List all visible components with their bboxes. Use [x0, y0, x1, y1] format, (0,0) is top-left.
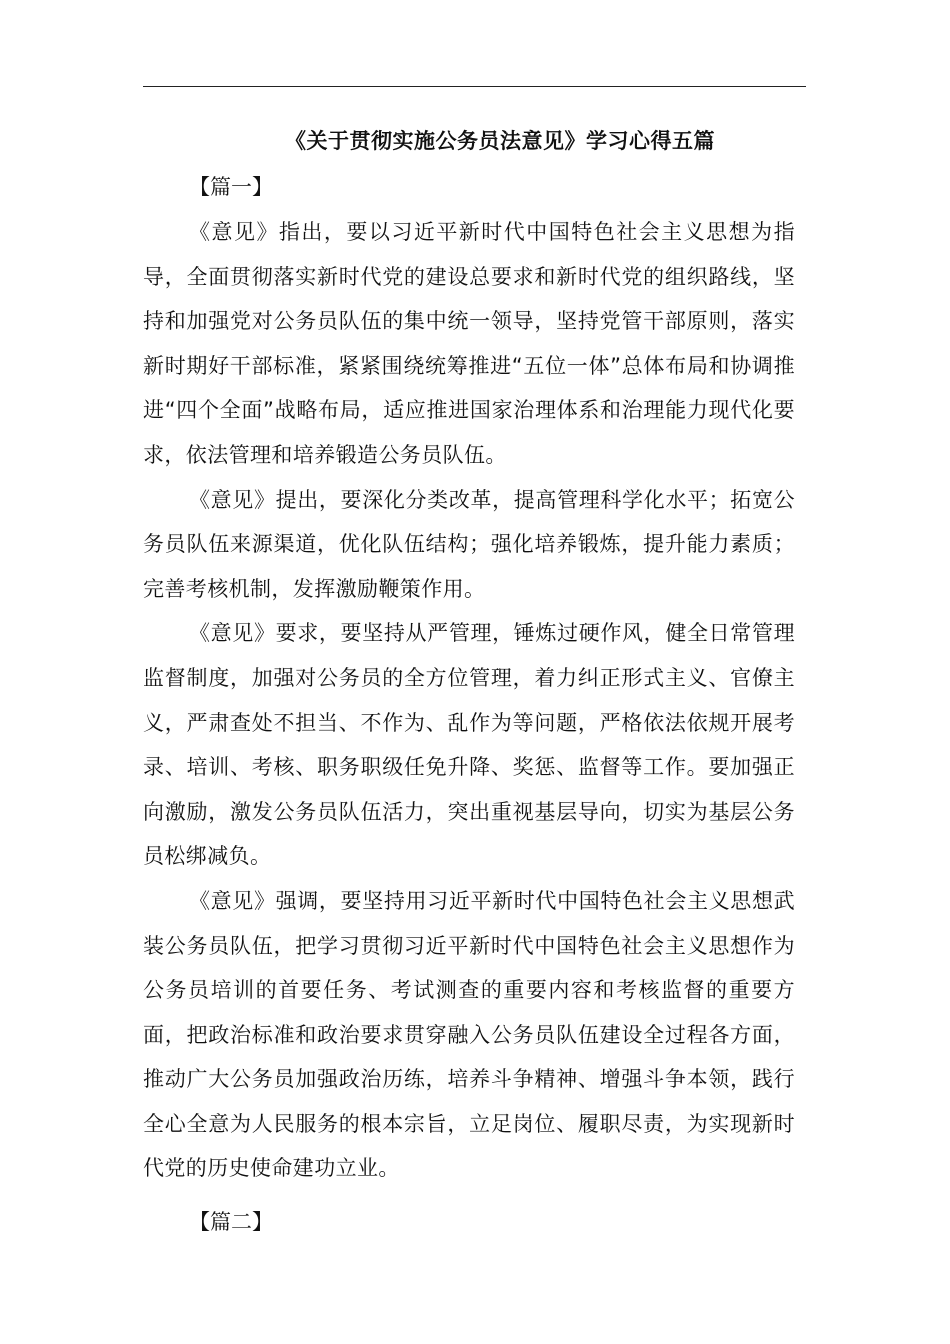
paragraph-2: 《意见》提出，要深化分类改革，提高管理科学化水平；拓宽公务员队伍来源渠道，优化队伍结构；强化培养锻炼，提升能力素质；完善考核机制，发挥激励鞭策作用。 [143, 487, 795, 601]
paragraph-3: 《意见》要求，要坚持从严管理，锤炼过硬作风，健全日常管理监督制度，加强对公务员的全方位管理，着力纠正形式主义、官僚主义，严肃查处不担当、不作为、乱作为等问题，严格依法依规开展考录、培训、考核、职务职级任免升降、奖惩、监督等工作。要加强正向激励，激发公务员队伍活力，突出重视基层导向，切实为基层公务员松绑减负。 [143, 621, 795, 869]
header-rule [143, 86, 806, 87]
section-label-1: 【篇一】 [189, 175, 273, 199]
document-title: 《关于贯彻实施公务员法意见》学习心得五篇 [285, 129, 715, 153]
section-label-2: 【篇二】 [189, 1210, 273, 1235]
document-body [143, 118, 795, 1245]
paragraph-1: 《意见》指出，要以习近平新时代中国特色社会主义思想为指导，全面贯彻落实新时代党的建设总要求和新时代党的组织路线，坚持和加强党对公务员队伍的集中统一领导，坚持党管干部原则，落实新时期好干部标准，紧紧围绕统筹推进“五位一体”总体布局和协调推进“四个全面”战略布局，适应推进国家治理体系和治理能力现代化要求，依法管理和培养锻造公务员队伍。 [143, 220, 795, 467]
paragraph-4: 《意见》强调，要坚持用习近平新时代中国特色社会主义思想武装公务员队伍，把学习贯彻习近平新时代中国特色社会主义思想作为公务员培训的首要任务、考试测查的重要内容和考核监督的重要方面，把政治标准和政治要求贯穿融入公务员队伍建设全过程各方面，推动广大公务员加强政治历练，培养斗争精神、增强斗争本领，践行全心全意为人民服务的根本宗旨，立足岗位、履职尽责，为实现新时代党的历史使命建功立业。 [143, 888, 795, 1181]
